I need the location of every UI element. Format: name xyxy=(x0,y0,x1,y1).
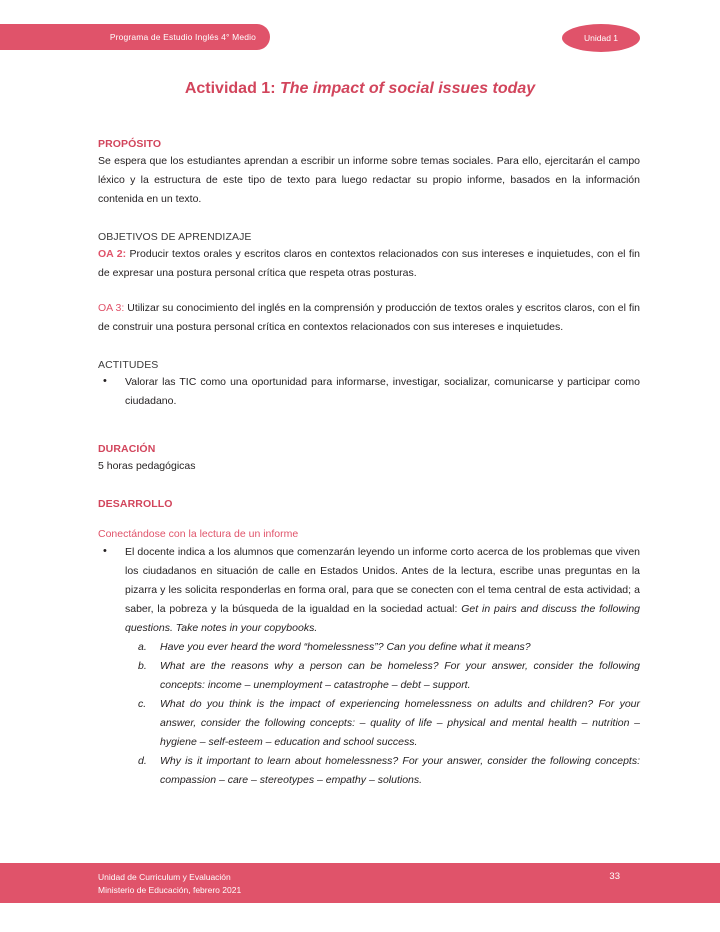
oa3-paragraph xyxy=(98,299,640,337)
list-marker: a. xyxy=(138,641,147,653)
section-heading-actitudes: ACTITUDES xyxy=(98,359,159,371)
oa2-paragraph xyxy=(98,245,640,283)
section-desarrollo xyxy=(98,498,640,790)
desarrollo-paragraph-plain: El docente indica a los alumnos que comenzarán leyendo un informe corto acerca de los problemas que viven los ciudadanos en situación de calle en Estados Unidos. Antes de la lectura, escribe unas preguntas en la pizarra y les solicita responderlas en forma oral, para que se conecten con el tema central de esta actividad; a saber, la pobreza y la búsqueda de la igualdad en la sociedad actual: xyxy=(125,546,640,615)
spacer xyxy=(98,411,640,433)
desarrollo-paragraph-italic: Get in pairs and discuss the following questions. Take notes in your copybooks. xyxy=(125,603,641,634)
program-header-label: Programa de Estudio Inglés 4° Medio xyxy=(109,32,256,42)
section-duracion xyxy=(98,443,640,476)
list-marker: d. xyxy=(138,755,147,767)
spacer xyxy=(98,209,640,231)
list-marker: c. xyxy=(138,698,147,710)
list-item xyxy=(98,638,640,657)
question-text: Have you ever heard the word “homelessness”? Can you define what it means? xyxy=(160,641,531,653)
oa3-label: OA 3: xyxy=(98,302,125,314)
list-marker: b. xyxy=(138,660,147,672)
program-header-tab-inner xyxy=(0,24,270,50)
question-text: Why is it important to learn about homelessness? For your answer, consider the following concepts: compassion – care – stereotypes – empathy – solutions. xyxy=(160,755,640,786)
spacer xyxy=(98,512,640,528)
section-heading-duracion: DURACIÓN xyxy=(98,443,156,455)
duracion-value: 5 horas pedagógicas xyxy=(98,460,196,472)
program-header-tab xyxy=(0,24,270,50)
section-actitudes xyxy=(98,359,640,411)
spacer xyxy=(98,433,640,443)
section-objetivos xyxy=(98,231,640,337)
page-title xyxy=(0,80,720,98)
section-heading-objetivos: OBJETIVOS DE APRENDIZAJE xyxy=(98,231,252,243)
spacer xyxy=(98,476,640,498)
discussion-questions-list xyxy=(98,638,640,790)
document-body xyxy=(98,138,640,790)
proposito-paragraph: Se espera que los estudiantes aprendan a escribir un informe sobre temas sociales. Para ello, ejercitarán el campo léxico y la estructura de este tipo de texto para luego redactar su propio informe, basados en la información contenida en un texto. xyxy=(98,155,640,205)
page-number: 33 xyxy=(609,871,620,882)
spacer xyxy=(98,337,640,359)
list-item xyxy=(98,752,640,790)
section-proposito xyxy=(98,138,640,209)
unit-badge-label: Unidad 1 xyxy=(583,33,619,43)
desarrollo-bullet-list xyxy=(98,543,640,638)
section-heading-desarrollo: DESARROLLO xyxy=(98,498,173,510)
oa3-text: Utilizar su conocimiento del inglés en la comprensión y producción de textos orales y escritos claros, con el fin de construir una postura personal crítica en contextos relacionados con sus intereses e inquietudes. xyxy=(98,302,640,333)
list-item xyxy=(98,657,640,695)
question-text: What are the reasons why a person can be homeless? For your answer, consider the following concepts: income – unemployment – catastrophe – debt – support. xyxy=(160,660,640,691)
page-title-emphasis: The impact of social issues today xyxy=(279,80,536,97)
oa2-label: OA 2: xyxy=(98,248,127,260)
actitudes-list xyxy=(98,373,640,411)
list-item: • Valorar las TIC como una oportunidad para informarse, investigar, socializar, comunicarse y participar como ciudadano. xyxy=(98,373,640,411)
section-heading-proposito: PROPÓSITO xyxy=(98,138,162,150)
footer-line-2: Ministerio de Educación, febrero 2021 xyxy=(98,885,242,895)
question-text: What do you think is the impact of experiencing homelessness on adults and children? For your answer, consider the following concepts: – quality of life – physical and mental health – nutrition – hygiene – self-esteem – education and school success. xyxy=(160,698,640,748)
oa2-text: Producir textos orales y escritos claros en contextos relacionados con sus intereses e inquietudes, con el fin de expresar una postura personal crítica que respeta otras posturas. xyxy=(98,248,640,279)
spacer xyxy=(98,283,640,299)
unit-badge xyxy=(562,24,640,52)
list-item xyxy=(98,543,640,638)
page-title-prefix: Actividad 1: xyxy=(184,80,280,97)
footer-line-1: Unidad de Curriculum y Evaluación xyxy=(98,872,231,882)
list-item xyxy=(98,695,640,752)
desarrollo-subheading: Conectándose con la lectura de un informe xyxy=(98,528,299,540)
